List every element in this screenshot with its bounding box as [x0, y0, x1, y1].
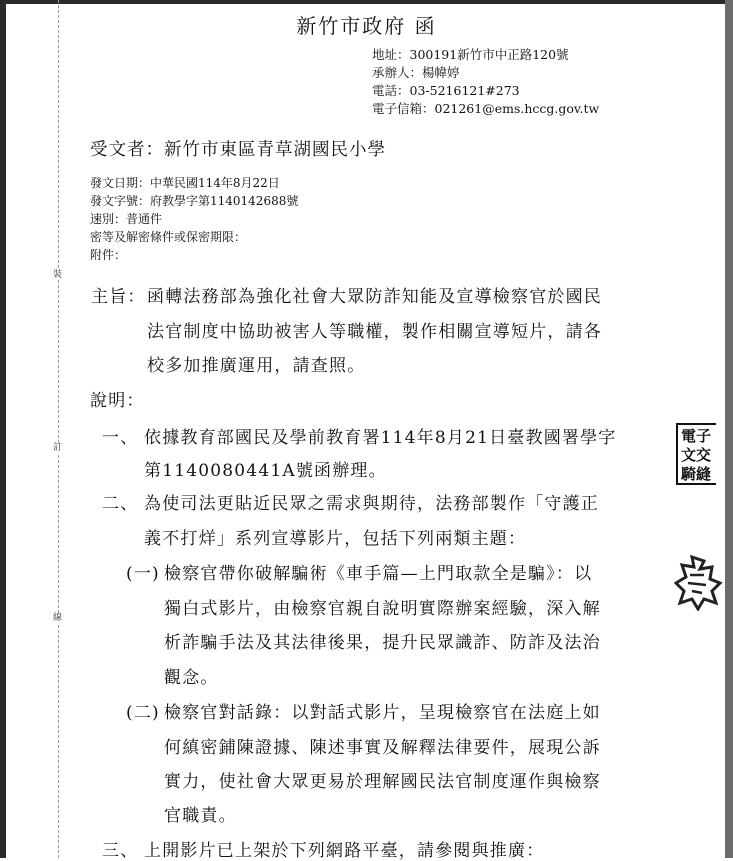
delivery-speed: 速別：普通件 — [90, 212, 163, 226]
stamp-row: 騎縫 — [681, 465, 712, 483]
subject-line: 函轉法務部為強化社會大眾防詐知能及宣導檢察官於國民 — [147, 287, 602, 307]
vertical-scrollbar[interactable] — [725, 0, 733, 858]
seal-graphic — [674, 553, 724, 611]
item-line: 依據教育部國民及學前教育署114年8月21日臺教國署學字 — [144, 428, 617, 448]
subitem-line: 檢察官對話錄：以對話式影片，呈現檢察官在法庭上如 — [164, 703, 601, 723]
subject-line: 校多加推廣運用，請查照。 — [147, 356, 366, 376]
window-left-edge — [0, 0, 6, 858]
document-meta — [90, 174, 298, 264]
subitem-line: 何縝密鋪陳證據、陳述事實及解釋法律要件，展現公訴 — [164, 738, 601, 758]
recipient: 受文者：新竹市東區青草湖國民小學 — [90, 140, 386, 160]
stamp-row: 電子 — [681, 427, 712, 445]
item-line: 義不打烊」系列宣導影片，包括下列兩類主題： — [144, 529, 527, 549]
subitem-line: 獨白式影片，由檢察官親自說明實際辦案經驗，深入解 — [164, 599, 601, 619]
item-line: 為使司法更貼近民眾之需求與期待，法務部製作「守護正 — [144, 494, 599, 514]
subitem-line: 觀念。 — [164, 668, 219, 688]
sender-info — [372, 46, 599, 118]
binding-mark-ding: 訂 — [53, 443, 63, 453]
contact-email: 電子信箱：021261@ems.hccg.gov.tw — [372, 101, 600, 116]
subitem-line: 檢察官帶你破解騙術《車手篇—上門取款全是騙》：以 — [164, 564, 593, 584]
contact-phone: 電話：03-5216121#273 — [372, 83, 520, 98]
subject-line: 法官制度中協助被害人等職權，製作相關宣導短片，請各 — [147, 322, 602, 342]
binding-mark-xian: 線 — [53, 613, 63, 623]
binding-mark-zhuang: 裝 — [53, 270, 63, 280]
attachment: 附件： — [90, 248, 127, 262]
sender-address: 地址：300191新竹市中正路120號 — [372, 47, 569, 62]
subitem-marker: (二) — [126, 703, 160, 723]
security-level: 密等及解密條件或保密期限： — [90, 230, 247, 244]
electronic-exchange-stamp — [676, 423, 716, 485]
subitem-line: 析詐騙手法及其法律後果，提升民眾識詐、防詐及法治 — [164, 633, 601, 653]
document-title: 新竹市政府 函 — [296, 14, 437, 38]
subitem-line: 實力，使社會大眾更易於理解國民法官制度運作與檢察 — [164, 772, 601, 792]
item-line: 上開影片已上架於下列網路平臺，請參閱與推廣： — [144, 841, 545, 861]
subject-label: 主旨： — [91, 287, 146, 307]
window-top-edge — [0, 0, 733, 4]
item-marker: 一、 — [102, 428, 139, 448]
stamp-row: 文交 — [681, 446, 712, 464]
issue-date: 發文日期：中華民國114年8月22日 — [90, 176, 280, 190]
subitem-line: 官職責。 — [164, 806, 237, 826]
binding-line — [58, 0, 59, 858]
explanation-label: 說明： — [90, 391, 145, 411]
item-marker: 二、 — [102, 494, 139, 514]
item-line: 第1140080441A號函辦理。 — [144, 461, 387, 481]
contact-person: 承辦人：楊幃婷 — [372, 65, 460, 80]
subitem-marker: (一) — [126, 564, 160, 584]
item-marker: 三、 — [102, 841, 139, 861]
document-number: 發文字號：府教學字第1140142688號 — [90, 194, 299, 208]
